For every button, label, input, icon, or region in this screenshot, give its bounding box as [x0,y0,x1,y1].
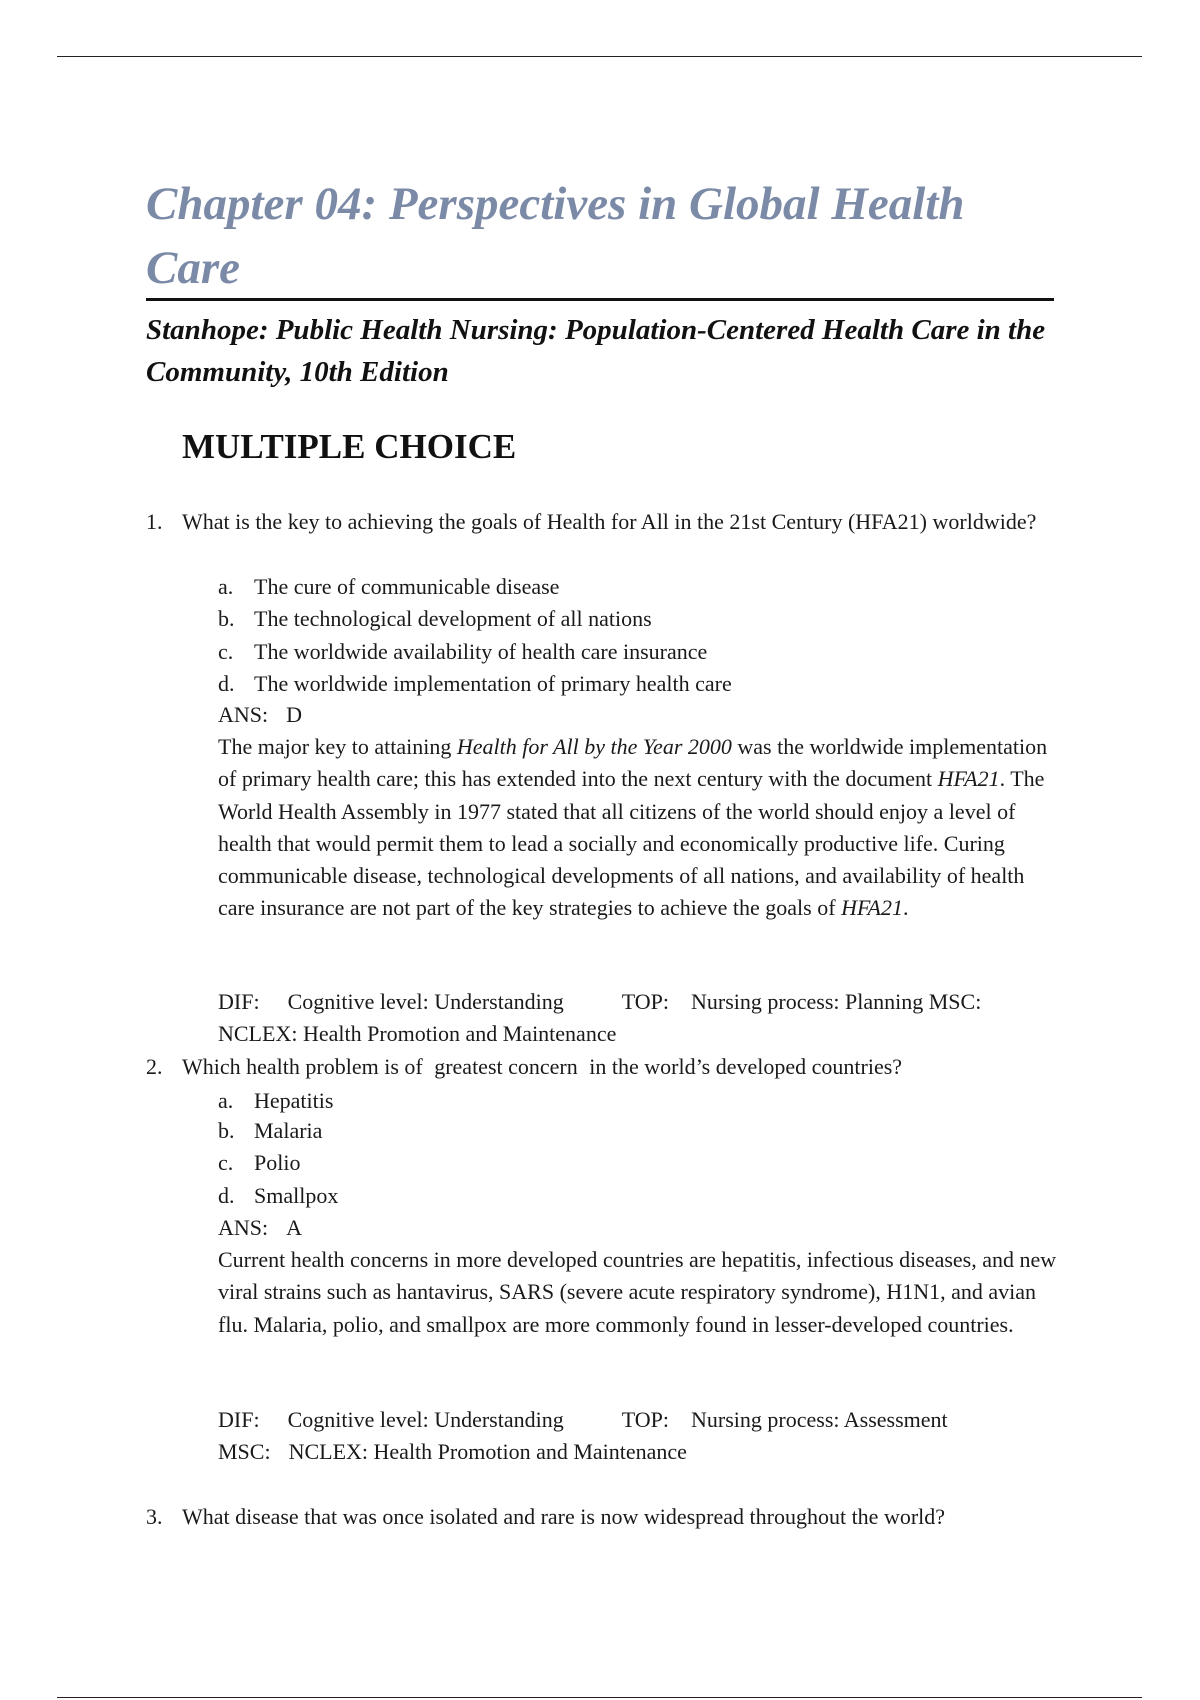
page-top-rule [57,56,1142,57]
rationale-text: . [903,895,909,921]
msc-value: NCLEX: Health Promotion and Maintenance [288,1439,687,1464]
dif-label: DIF: [218,989,260,1014]
question-text: What is the key to achieving the goals of Health for All in the 21st Century (HFA21) worldwide? [182,509,1037,534]
option-d [218,668,732,700]
title-underline [146,298,1054,301]
page-bottom-rule [57,1697,1142,1698]
question-number: 3. [146,1504,163,1529]
option-b [218,603,652,635]
answer-value: D [286,702,303,727]
meta-line-2 [218,1436,687,1468]
top-label: TOP: [621,989,670,1014]
question-number: 2. [146,1054,163,1079]
option-letter: d. [218,1183,235,1208]
option-text: Malaria [254,1118,323,1143]
option-text: Smallpox [254,1183,339,1208]
answer-value: A [286,1215,303,1240]
dif-value: Cognitive level: Understanding [287,1407,564,1432]
option-a [218,571,559,603]
rationale-text: The major key to attaining [218,734,457,759]
option-text: Polio [254,1150,301,1175]
meta-line [218,986,981,1018]
chapter-title: Chapter 04: Perspectives in Global Health Care [146,178,965,294]
option-letter: b. [218,1118,235,1143]
option-b [218,1115,322,1147]
msc-value: NCLEX: Health Promotion and Maintenance [218,1021,617,1046]
option-text: The worldwide availability of health care insurance [254,639,708,664]
rationale-italic: Health for All by the Year 2000 [456,734,732,759]
option-letter: c. [218,1150,234,1175]
option-text: The cure of communicable disease [254,574,560,599]
option-c [218,1147,300,1179]
option-d [218,1180,338,1212]
meta-line-2 [218,1018,616,1050]
book-subtitle: Stanhope: Public Health Nursing: Population-Centered Health Care in the Community, 10th Edition [146,314,1046,388]
rationale-text: . The World Health Assembly in 1977 stated that all citizens of the world should enjoy a level of health that would permit them to lead a socially and economically productive life. Curing communicable disease, technological developments of all nations, and availability of health care insurance are not part of the key strategies to achieve the goals of [218,766,1045,921]
answer-label: ANS: [218,1215,269,1240]
section-heading: MULTIPLE CHOICE [182,427,517,466]
option-letter: d. [218,671,235,696]
rationale-italic: HFA21 [937,766,1000,792]
option-c [218,636,707,668]
option-a [218,1085,333,1117]
question-text: What disease that was once isolated and rare is now widespread throughout the world? [182,1504,946,1529]
question-emphasis: greatest concern [434,1054,578,1079]
rationale-italic: HFA21 [841,895,903,921]
option-text: The worldwide implementation of primary health care [254,671,732,696]
option-letter: a. [218,1088,234,1113]
rationale-text: was the worldwide implementation of primary health care; this has extended into the next century with the document [218,734,1048,792]
answer-line [218,699,302,731]
answer-line [218,1212,302,1244]
question-text-part: Which health problem is of [182,1054,429,1079]
option-text: Hepatitis [254,1088,334,1113]
top-label: TOP: [621,1407,670,1432]
question-text [182,1051,1042,1083]
question-number: 1. [146,509,163,534]
msc-label: MSC: [218,1439,271,1464]
top-value: Nursing process: Planning [691,989,924,1014]
answer-label: ANS: [218,702,269,727]
dif-label: DIF: [218,1407,260,1432]
meta-line [218,1404,948,1436]
question-text-part: in the world’s developed countries? [583,1054,903,1079]
msc-label: MSC: [928,989,982,1014]
option-letter: b. [218,606,235,631]
top-value: Nursing process: Assessment [691,1407,948,1432]
rationale: Current health concerns in more developed countries are hepatitis, infectious diseases, and new viral strains such as hantavirus, SARS (severe acute respiratory syndrome), H1N1, and avian flu. Malaria, polio, and smallpox are more commonly found in lesser-developed countries. [218,1247,1057,1337]
option-letter: a. [218,574,234,599]
dif-value: Cognitive level: Understanding [287,989,564,1014]
rationale [218,731,1058,925]
option-letter: c. [218,639,234,664]
option-text: The technological development of all nations [254,606,652,631]
